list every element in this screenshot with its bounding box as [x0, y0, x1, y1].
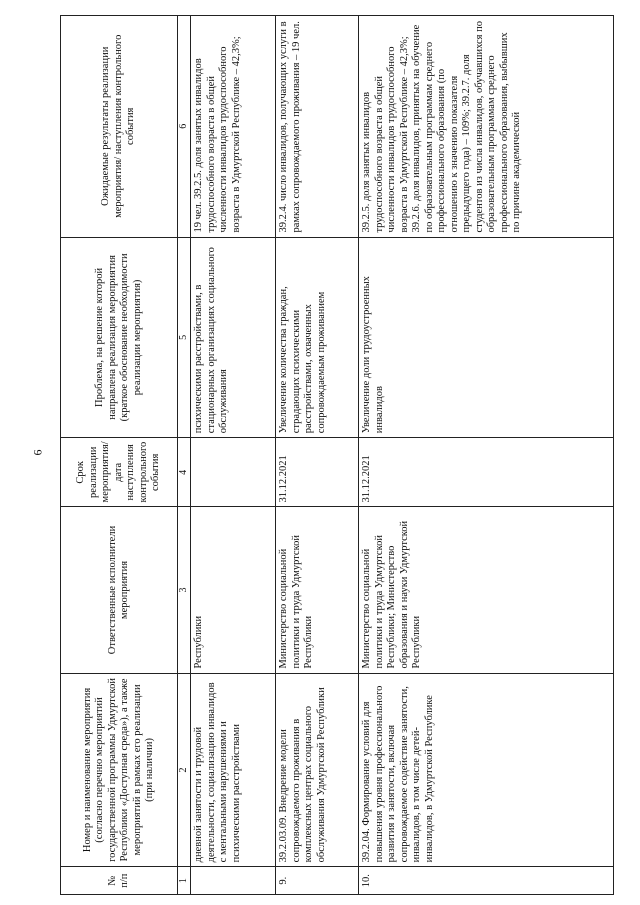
- table-row: [276, 16, 359, 895]
- row-number: 10.: [359, 867, 614, 895]
- column-number: 1: [178, 867, 191, 895]
- table-row: [191, 16, 276, 895]
- header-executors: Ответственные исполнители мероприятия: [61, 507, 178, 673]
- row-deadline: 31.12.2021: [276, 438, 359, 507]
- row-executors: Министерство социальной политики и труда Удмуртской Республики: [276, 507, 359, 673]
- row-problem: Увеличение количества граждан, страдающих психическими расстройствами, охваченных сопровождаемым проживанием: [276, 237, 359, 438]
- row-activity: 39.2.04. Формирование условий для повышения уровня профессионального развития и занятости, включая сопровождаемое содействие занятости, инвалидов, в том числе детей-инвалидов, в Удмуртской Республике: [359, 673, 614, 867]
- measures-table: [60, 15, 614, 895]
- table-row: [359, 16, 614, 895]
- row-deadline: [191, 438, 276, 507]
- header-activity: Номер и наименование мероприятия (согласно перечню мероприятий государственной программы Удмуртской Республики «Доступная среда»), а также мероприятий в рамках его реализации (при наличии): [61, 673, 178, 867]
- header-problem: Проблема, на решение которой направлена реализация мероприятия (краткое обоснование необходимости реализации мероприятия): [61, 237, 178, 438]
- row-results: 39.2.5. доля занятых инвалидов трудоспособного возраста в общей численности инвалидов трудоспособного возраста в Удмуртской Республике – 42,3%; 39.2.6. доля инвалидов, принятых на обучение по образовательным программам среднего профессионального образования (по отношению к значению показателя предыдущего года) – 109%; 39.2.7. доля студентов из числа инвалидов, обучавшихся по образовательным программам среднего профессионального образования, выбывших по причине академической: [359, 16, 614, 238]
- page-number: 6: [30, 449, 45, 456]
- header-deadline: Срок реализации мероприятия/ дата наступления контрольного события: [61, 438, 178, 507]
- row-activity: дневной занятости и трудовой деятельности, социализацию инвалидов с ментальными нарушениями и психическими расстройствами: [191, 673, 276, 867]
- header-results: Ожидаемые результаты реализации мероприятия/ наступления контрольного события: [61, 16, 178, 238]
- column-number: 4: [178, 438, 191, 507]
- measures-table-container: [60, 15, 625, 895]
- row-problem: Увеличение доли трудоустроенных инвалидов: [359, 237, 614, 438]
- column-number: 6: [178, 16, 191, 238]
- column-number: 5: [178, 237, 191, 438]
- row-number: [191, 867, 276, 895]
- column-number: 2: [178, 673, 191, 867]
- row-executors: Республики: [191, 507, 276, 673]
- row-executors: Министерство социальной политики и труда Удмуртской Республики; Министерство образования и науки Удмуртской Республики: [359, 507, 614, 673]
- row-number: 9.: [276, 867, 359, 895]
- header-number: № п/п: [61, 867, 178, 895]
- column-number: 3: [178, 507, 191, 673]
- column-number-row: [178, 16, 191, 895]
- row-problem: психическими расстройствами, в стационарных организациях социального обслуживания: [191, 237, 276, 438]
- row-activity: 39.2.03.09. Внедрение модели сопровождаемого проживания в комплексных центрах социального обслуживания Удмуртской Республики: [276, 673, 359, 867]
- row-deadline: 31.12.2021: [359, 438, 614, 507]
- row-results: 19 чел. 39.2.5. доля занятых инвалидов трудоспособного возраста в общей численности инвалидов трудоспособного возраста в Удмуртской Республике – 42,3%;: [191, 16, 276, 238]
- table-header-row: [61, 16, 178, 895]
- row-results: 39.2.4. число инвалидов, получающих услуги в рамках сопровождаемого проживания – 19 чел.: [276, 16, 359, 238]
